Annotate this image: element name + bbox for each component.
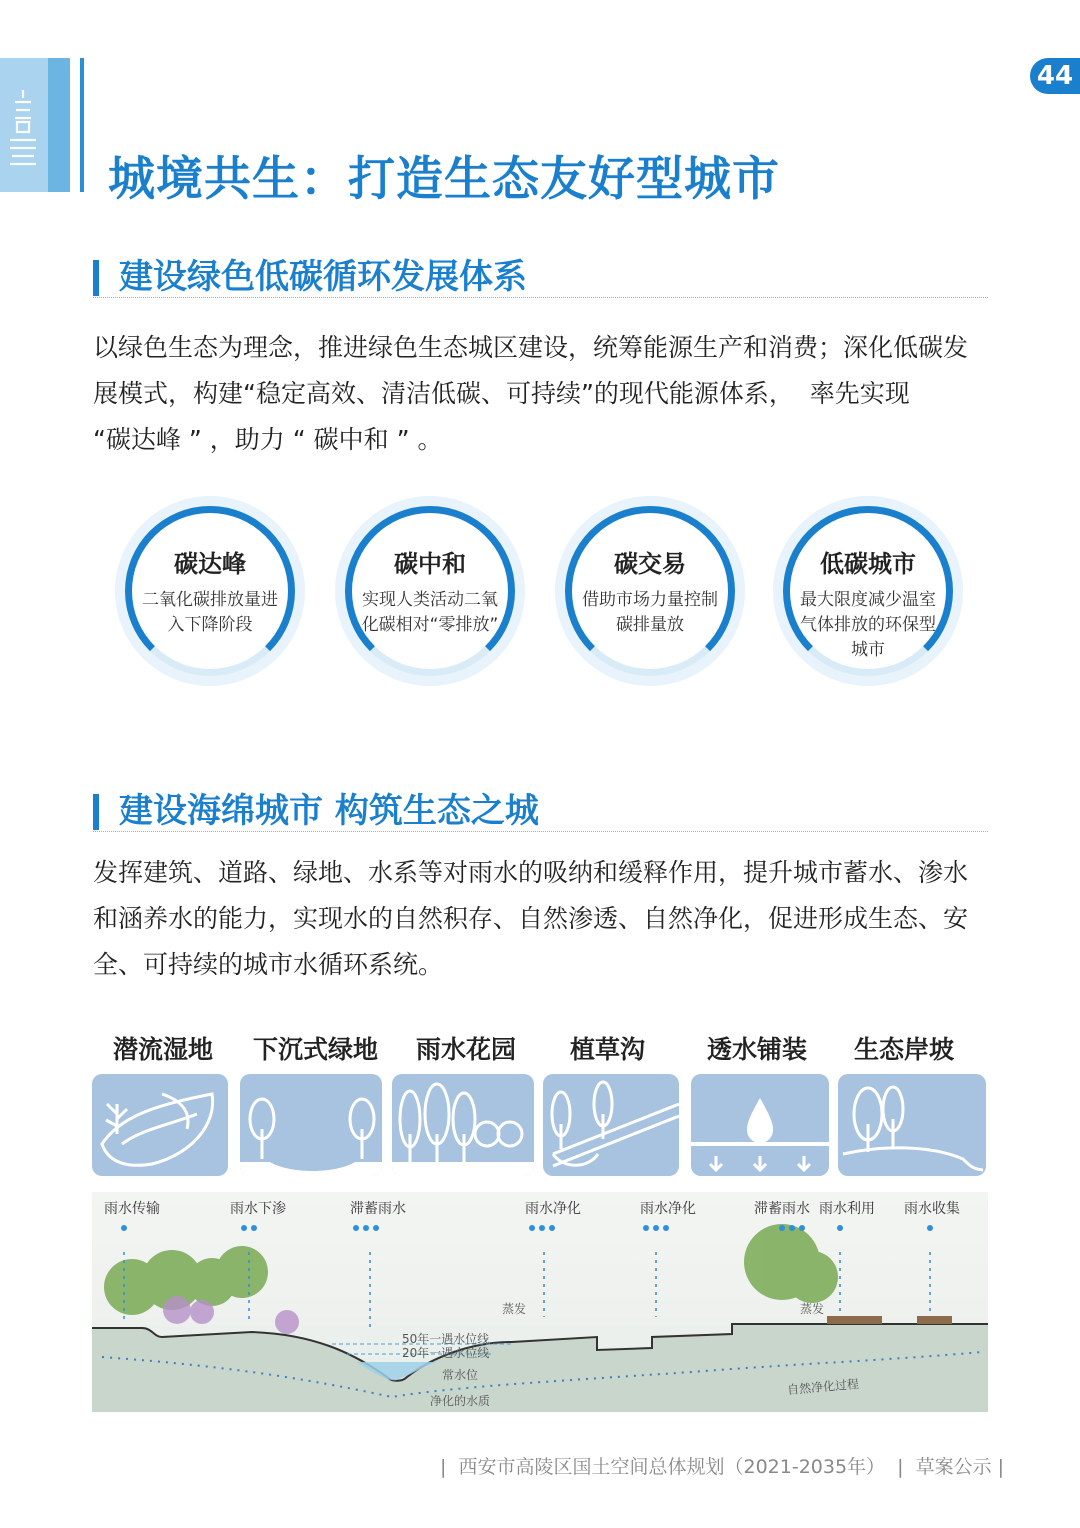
wetland-icon: [92, 1074, 228, 1176]
diagram-label-evaporation-2: 蒸发: [800, 1302, 825, 1316]
diagram-label-collect: 雨水收集: [904, 1201, 960, 1217]
page-number: 44: [1030, 58, 1080, 94]
facility-label-permeable-paving: 透水铺装: [707, 1035, 808, 1064]
sponge-city-section-diagram: [92, 1192, 988, 1412]
facility-label-rain-garden: 雨水花园: [416, 1035, 517, 1064]
diagram-label-evaporation: 蒸发: [502, 1302, 527, 1316]
diagram-label-infiltrate: 雨水下渗: [230, 1201, 286, 1217]
section1-line-3: “碳达峰 ” ，助力 “ 碳中和 ” 。: [93, 425, 443, 454]
diagram-label-retain: 滞蓄雨水: [350, 1201, 406, 1217]
carbon-circle-title: 低碳城市: [820, 550, 916, 578]
diagram-label-purify-1: 雨水净化: [525, 1201, 581, 1217]
diagram-label-natural-purification: 自然净化过程: [786, 1376, 860, 1398]
diagram-label-purified-water: 净化的水质: [430, 1394, 491, 1408]
diagram-label-20yr-level: 20年一遇水位线: [402, 1346, 490, 1360]
carbon-circle-2: [335, 496, 525, 686]
carbon-circle-3: [555, 496, 745, 686]
carbon-circle-desc: 实现人类活动二氧化碳相对“零排放”: [361, 590, 499, 635]
rain-garden-icon: [392, 1074, 534, 1176]
permeable-paving-icon: [691, 1074, 829, 1176]
facility-label-eco-bank: 生态岸坡: [854, 1035, 955, 1064]
section2-line-3: 全、可持续的城市水循环系统。: [93, 950, 444, 979]
section2-paragraph: [93, 850, 988, 988]
carbon-circle-title: 碳达峰: [174, 550, 246, 578]
section1-heading-text: 建设绿色低碳循环发展体系: [119, 257, 527, 297]
section2-line-2: 和涵养水的能力，实现水的自然积存、自然渗透、自然净化，促进形成生态、安: [93, 904, 969, 933]
side-tab: [0, 58, 70, 192]
title-vertical-line: [80, 58, 84, 192]
section1-paragraph: [93, 325, 988, 463]
facility-label-wetland: 潜流湿地: [113, 1035, 214, 1064]
eco-bank-icon: [838, 1074, 986, 1176]
section1-line-2: 展模式，构建“稳定高效、清洁低碳、可持续”的现代能源体系， 率先实现: [93, 379, 910, 408]
section2-line-1: 发挥建筑、道路、绿地、水系等对雨水的吸纳和缓释作用，提升城市蓄水、渗水: [93, 858, 969, 887]
facility-label-grass-swale: 植草沟: [570, 1035, 646, 1064]
section2-heading-bar: [93, 794, 99, 830]
carbon-circle-title: 碳交易: [614, 550, 686, 578]
sunken-green-icon: [240, 1074, 382, 1176]
section2-heading-text: 建设海绵城市 构筑生态之城: [119, 791, 539, 831]
carbon-circle-4: [773, 496, 963, 686]
section1-heading: [93, 258, 988, 298]
footer-text: | 西安市高陵区国土空间总体规划（2021-2035年） | 草案公示 |: [440, 1456, 1005, 1478]
carbon-circle-desc: 借助市场力量控制碳排量放: [582, 590, 718, 635]
page-title: 城境共生：打造生态友好型城市: [108, 152, 780, 207]
carbon-circle-desc: 二氧化碳排放量进入下降阶段: [142, 590, 278, 635]
carbon-circle-title: 碳中和: [394, 550, 466, 578]
carbon-circle-1: [115, 496, 305, 686]
side-tab-strip: [48, 58, 70, 192]
section2-heading: [93, 792, 988, 832]
diagram-label-normal-level: 常水位: [442, 1368, 479, 1382]
diagram-label-retain-2: 滞蓄雨水: [754, 1201, 810, 1217]
diagram-label-purify-2: 雨水净化: [640, 1201, 696, 1217]
diagram-label-use: 雨水利用: [819, 1201, 875, 1217]
carbon-circle-desc: 最大限度减少温室气体排放的环保型城市: [800, 590, 936, 660]
section1-heading-bar: [93, 260, 99, 296]
grass-swale-icon: [543, 1074, 679, 1176]
diagram-label-transport: 雨水传输: [104, 1201, 160, 1217]
section1-line-1: 以绿色生态为理念，推进绿色生态城区建设，统筹能源生产和消费；深化低碳发: [93, 333, 969, 362]
facility-label-sunken-green: 下沉式绿地: [253, 1035, 379, 1064]
diagram-label-50yr-level: 50年一遇水位线: [402, 1332, 490, 1346]
pagoda-logo-icon: [8, 88, 38, 168]
